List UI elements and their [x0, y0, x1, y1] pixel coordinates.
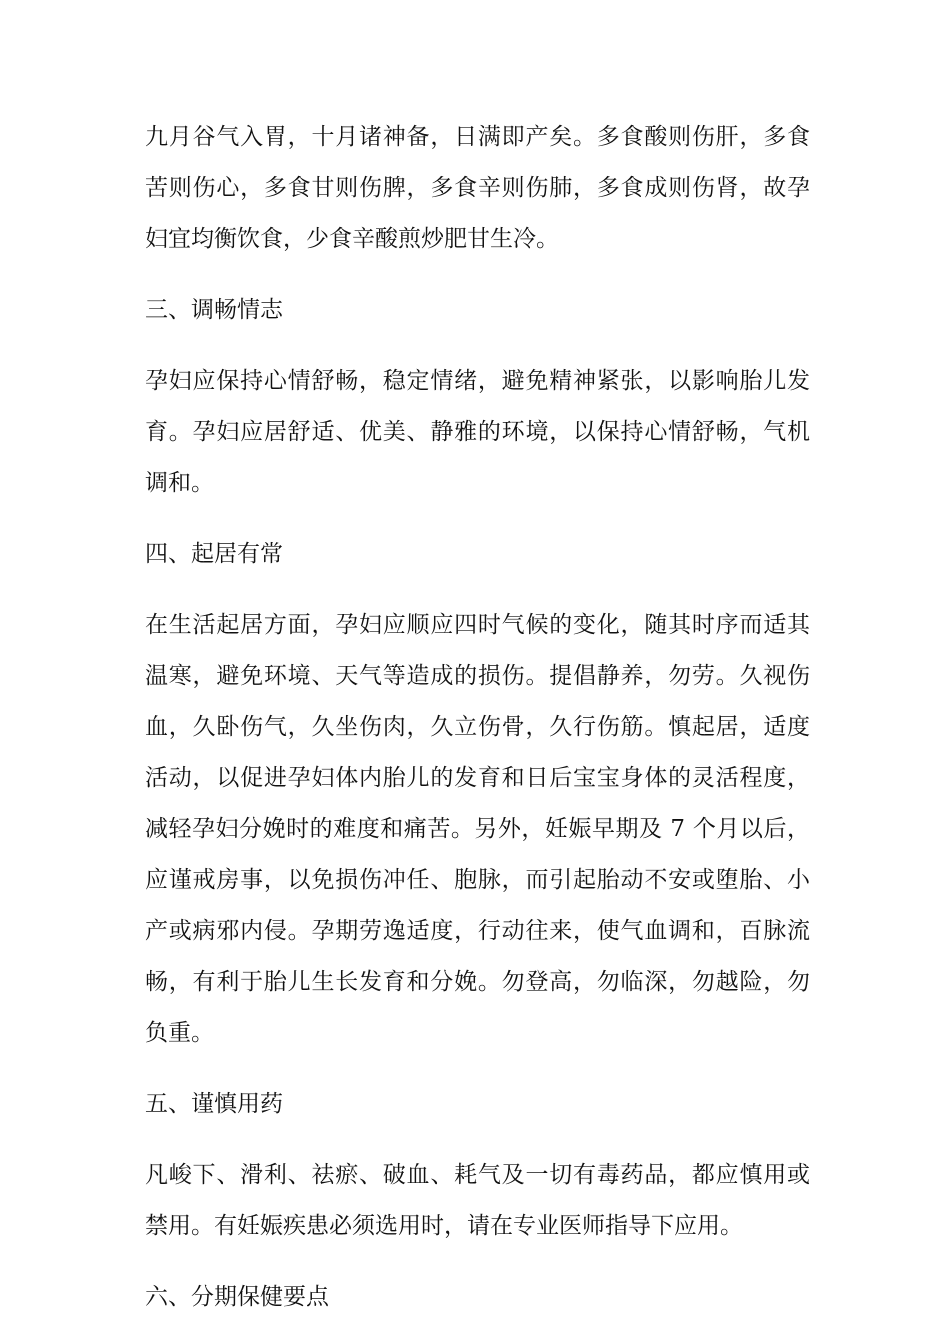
heading-emotions: 三、调畅情志: [145, 297, 283, 323]
paragraph-medication: 凡峻下、滑利、祛瘀、破血、耗气及一切有毒药品，都应慎用或禁用。有妊娠疾患必须选用时，请在专业医师指导下应用。: [145, 1162, 810, 1239]
paragraph-diet: 九月谷气入胃，十月诸神备，日满即产矣。多食酸则伤肝，多食苦则伤心，多食甘则伤脾，多食辛则伤肺，多食成则伤肾，故孕妇宜均衡饮食，少食辛酸煎炒肥甘生冷。: [145, 124, 810, 252]
heading-daily-routine: 四、起居有常: [145, 541, 283, 567]
paragraph-emotions: 孕妇应保持心情舒畅，稳定情绪，避免精神紧张，以影响胎儿发育。孕妇应居舒适、优美、静雅的环境，以保持心情舒畅，气机调和。: [145, 368, 810, 496]
heading-stage-care: 六、分期保健要点: [145, 1284, 329, 1310]
paragraph-daily-routine: 在生活起居方面，孕妇应顺应四时气候的变化，随其时序而适其温寒，避免环境、天气等造成的损伤。提倡静养，勿劳。久视伤血，久卧伤气，久坐伤肉，久立伤骨，久行伤筋。慎起居，适度活动，以促进孕妇体内胎儿的发育和日后宝宝身体的灵活程度，减轻孕妇分娩时的难度和痛苦。另外，妊娠早期及 7 个月以后，应谨戒房事，以免损伤冲任、胞脉，而引起胎动不安或堕胎、小产或病邪内侵。孕期劳逸适度，行动往来，使气血调和，百脉流畅，有利于胎儿生长发育和分娩。勿登高，勿临深，勿越险，勿负重。: [145, 612, 810, 1046]
heading-medication: 五、谨慎用药: [145, 1091, 283, 1117]
document-body: [145, 112, 810, 1343]
